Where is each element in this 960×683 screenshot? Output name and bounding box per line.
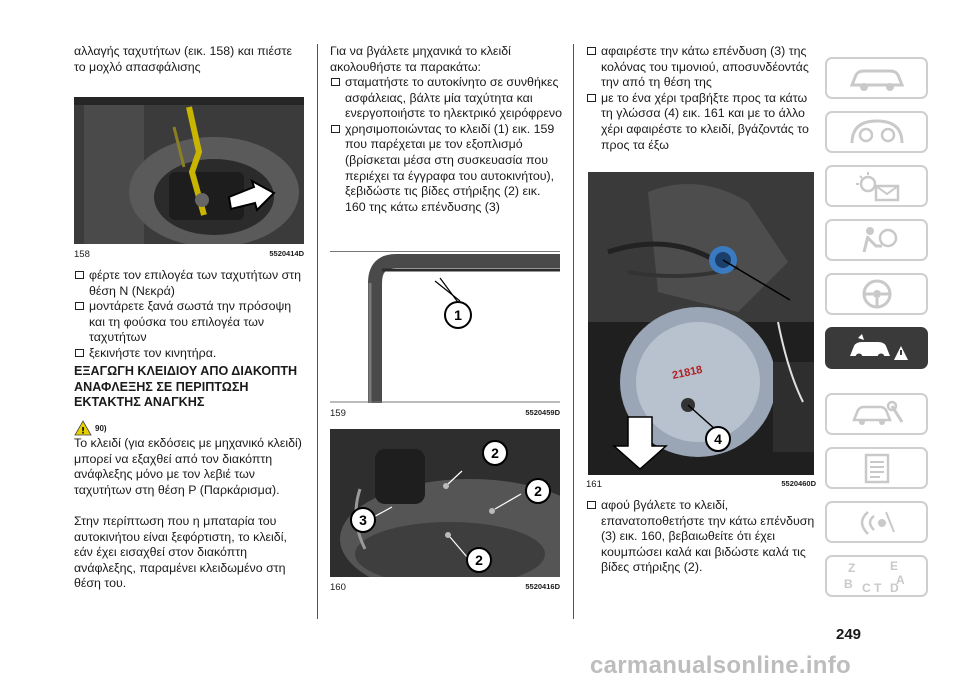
checkbox-bullet-icon <box>75 271 84 279</box>
bullet-item <box>74 299 306 346</box>
service-wrench-icon <box>846 398 908 430</box>
bullet-item <box>586 91 818 153</box>
figure-159-top-rule <box>330 251 560 252</box>
warning-ref-number: 90) <box>95 423 107 433</box>
col1-paragraph-1: Το κλειδί (για εκδόσεις με μηχανικό κλειδί) μπορεί να εξαχθεί από τον διακόπτη ανάφλεξης μόνο με τον λεβιέ των ταχυτήτων στη θέση P (Παρκάρισμα). <box>74 436 302 497</box>
index-letter: T <box>873 581 881 594</box>
figure-160-number: 160 <box>330 582 346 593</box>
bullet-item <box>586 44 818 91</box>
checkbox-bullet-icon <box>587 94 596 102</box>
emergency-icon <box>844 332 910 364</box>
figure-158-code: 5520414D <box>269 249 304 258</box>
index-letter: C <box>861 581 871 594</box>
col1-bullets <box>74 268 306 362</box>
figure-158 <box>74 97 304 244</box>
figure-158-photo <box>74 97 304 244</box>
index-letter: Z <box>847 561 855 575</box>
col1-paragraph-2: Στην περίπτωση που η μπαταρία του αυτοκινήτου είναι ξεφόρτιστη, το κλειδί, εάν έχει εισαχθεί στον διακόπτη ανάφλεξης, παραμένει κλειδωμένο στη θέση του. <box>74 514 287 591</box>
checkbox-bullet-icon <box>75 349 84 357</box>
figure-161-number: 161 <box>586 479 602 490</box>
bullet-text: χρησιμοποιώντας το κλειδί (1) εικ. 159 που παρέχεται με τον εξοπλισμό (βρίσκεται μέσα στη συσκευασία που περιέχει τα έγγραφα του αυτοκινήτου), ξεβιδώστε τις βίδες στήριξης (2) εικ. 160 της κάτω επένδυσης (3) <box>345 121 555 214</box>
disc-marking: 21818 <box>671 363 704 382</box>
warning-triangle-icon <box>74 420 92 436</box>
bullet-item <box>74 346 306 362</box>
callout-4-label: 4 <box>714 431 722 447</box>
sun-envelope-icon <box>846 170 908 202</box>
col3-bullets-top <box>586 44 818 153</box>
col2-bullets <box>330 75 562 215</box>
col3-bullets-bottom <box>586 498 818 576</box>
figure-161 <box>588 172 814 475</box>
figure-158-caption <box>74 249 304 260</box>
checkbox-bullet-icon <box>331 125 340 133</box>
figure-161-caption <box>586 479 816 490</box>
bullet-text: σταματήστε το αυτοκίνητο σε συνθήκες ασφάλειας, βάλτε μία ταχύτητα και ενεργοποιήστε το ηλεκτρικό χειρόφρενο <box>345 75 562 121</box>
tab-index[interactable] <box>825 555 928 597</box>
index-letter: D <box>889 581 899 594</box>
tab-safety[interactable] <box>825 219 928 261</box>
tab-car-overview[interactable] <box>825 57 928 99</box>
column-divider <box>573 44 574 619</box>
figure-158-number: 158 <box>74 249 90 260</box>
callout-1-label: 1 <box>454 307 462 323</box>
checkbox-bullet-icon <box>75 302 84 310</box>
column-divider <box>317 44 318 619</box>
bullet-item <box>586 498 818 576</box>
bullet-item <box>330 122 562 216</box>
multimedia-icon <box>846 506 908 538</box>
col1-intro: αλλαγής ταχυτήτων (εικ. 158) και πιέστε το μοχλό απασφάλισης <box>74 44 293 74</box>
figure-160-photo <box>330 429 560 577</box>
index-letter: A <box>895 573 905 587</box>
index-icon <box>842 558 912 594</box>
bullet-text: φέρτε τον επιλογέα των ταχυτήτων στη θέση N (Νεκρά) <box>89 268 302 298</box>
tab-multimedia[interactable] <box>825 501 928 543</box>
page-number: 249 <box>836 626 862 643</box>
tab-driving[interactable] <box>825 273 928 315</box>
bullet-text: αφαιρέστε την κάτω επένδυση (3) της κολόνας του τιμονιού, αποσυνδέοντάς την από τη θέση της <box>601 44 809 90</box>
figure-161-code: 5520460D <box>781 479 816 488</box>
checkbox-bullet-icon <box>331 78 340 86</box>
figure-161-photo <box>588 172 814 475</box>
figure-159-caption <box>330 408 560 419</box>
steering-wheel-icon <box>846 278 908 310</box>
warning-reference <box>74 420 107 436</box>
bullet-item <box>74 268 306 299</box>
figure-159-illustration <box>330 253 560 403</box>
tab-maintenance[interactable] <box>825 393 928 435</box>
bullet-item <box>330 75 562 122</box>
watermark: carmanualsonline.info <box>590 652 852 679</box>
bullet-text: αφού βγάλετε το κλειδί, επανατοποθετήστε την κάτω επένδυση (3) εικ. 160, βεβαιωθείτε ότι έχει κουμπώσει καλά και βιδώστε καλά τις βίδες στήριξης (2). <box>601 498 815 575</box>
callout-2b-label: 2 <box>534 483 542 499</box>
figure-159-code: 5520459D <box>525 408 560 417</box>
tab-technical-data[interactable] <box>825 447 928 489</box>
index-letter: E <box>889 559 898 573</box>
callout-3-label: 3 <box>359 512 367 528</box>
bullet-text: με το ένα χέρι τραβήξτε προς τα κάτω τη γλώσσα (4) εικ. 161 και με το άλλο χέρι αφαιρέστε το κλειδί, βγάζοντάς το προς τα έξω <box>601 90 809 152</box>
callout-2c-label: 2 <box>475 552 483 568</box>
figure-160-caption <box>330 582 560 593</box>
specifications-icon <box>846 452 908 484</box>
figure-159-number: 159 <box>330 408 346 419</box>
tab-safety-lights[interactable] <box>825 165 928 207</box>
airbag-icon <box>846 224 908 256</box>
bullet-text: ξεκινήστε τον κινητήρα. <box>89 345 217 360</box>
col2-intro: Για να βγάλετε μηχανικά το κλειδί ακολουθήστε τα παρακάτω: <box>330 44 511 74</box>
checkbox-bullet-icon <box>587 47 596 55</box>
figure-160 <box>330 429 560 577</box>
callout-2a-label: 2 <box>491 445 499 461</box>
car-icon <box>846 63 908 93</box>
index-letter: B <box>843 577 853 591</box>
tab-emergency[interactable] <box>825 327 928 369</box>
dashboard-icon <box>846 117 908 147</box>
svg-text:!: ! <box>80 426 86 436</box>
bullet-text: μοντάρετε ξανά σωστά την πρόσοψη και τη φούσκα του επιλογέα των ταχυτήτων <box>89 299 292 345</box>
figure-159 <box>330 253 560 403</box>
section-heading: ΕΞΑΓΩΓΗ ΚΛΕΙΔΙΟΥ ΑΠΟ ΔΙΑΚΟΠΤΗ ΑΝΑΦΛΕΞΗΣ ΣΕ ΠΕΡΙΠΤΩΣΗ ΕΚΤΑΚΤΗΣ ΑΝΑΓΚΗΣ <box>74 364 298 410</box>
checkbox-bullet-icon <box>587 501 596 509</box>
figure-160-code: 5520416D <box>525 582 560 591</box>
tab-dashboard[interactable] <box>825 111 928 153</box>
